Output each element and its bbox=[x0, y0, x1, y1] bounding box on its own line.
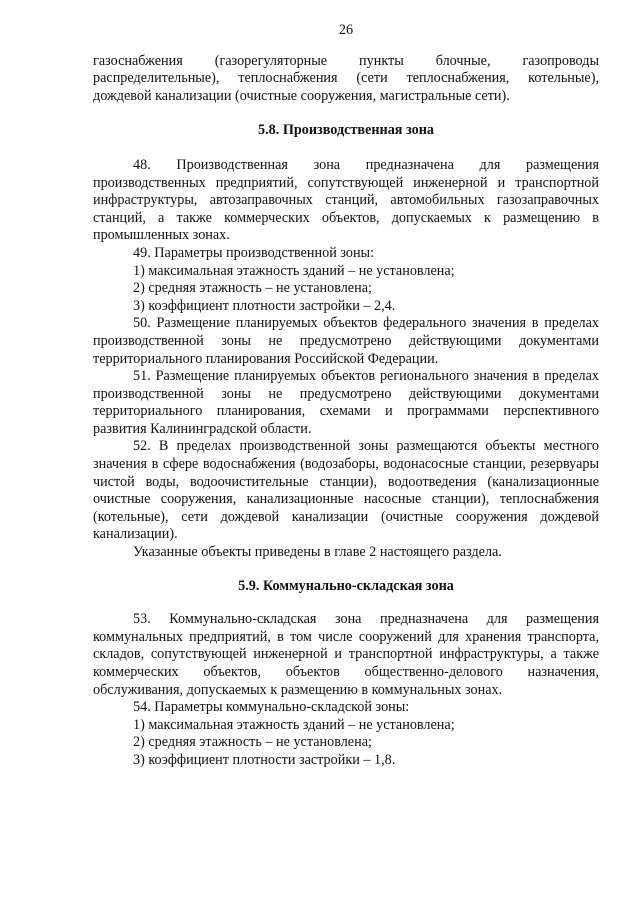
list-item: 3) коэффициент плотности застройки – 2,4. bbox=[133, 297, 396, 314]
paragraph-50: 50. Размещение планируемых объектов федерального значения в пределах производственной зоны не предусмотрено действующими документами территориального планирования Российской Федерации. bbox=[93, 315, 599, 367]
paragraph-54: 54. Параметры коммунально-складской зоны: bbox=[133, 699, 410, 716]
list-item: 1) максимальная этажность зданий – не установлена; bbox=[133, 262, 455, 279]
document-page bbox=[93, 22, 599, 770]
intro-paragraph: газоснабжения (газорегуляторные пункты блочные, газопроводы распределительные), теплоснабжения (сети теплоснабжения, котельные), дождевой канализации (очистные сооружения, магистральные сети). bbox=[93, 52, 599, 104]
list-item: 2) средняя этажность – не установлена; bbox=[133, 280, 372, 297]
list-item: 1) максимальная этажность зданий – не установлена; bbox=[133, 716, 455, 733]
list-item: 3) коэффициент плотности застройки – 1,8. bbox=[133, 751, 396, 768]
paragraph-51: 51. Размещение планируемых объектов регионального значения в пределах производственной зоны не предусмотрено действующими документами территориального планирования, схемами и программами перспективного развития Калининградской области. bbox=[93, 368, 599, 437]
note-paragraph: Указанные объекты приведены в главе 2 настоящего раздела. bbox=[133, 544, 502, 561]
paragraph-48: 48. Производственная зона предназначена для размещения производственных предприятий, сопутствующей инженерной и транспортной инфраструктуры, автозаправочных станций, автомобильных газозаправочных станций, а также коммерческих объектов, допускаемых к размещению в промышленных зонах. bbox=[93, 156, 599, 244]
paragraph-53: 53. Коммунально-складская зона предназначена для размещения коммунальных предприятий, в том числе сооружений для хранения транспорта, складов, сопутствующей инженерной и транспортной инфраструктуры, а также коммерческих объектов, объектов общественно-делового назначения, обслуживания, допускаемых к размещению в коммунальных зонах. bbox=[93, 611, 599, 698]
section-heading-5-8: 5.8. Производственная зона bbox=[257, 122, 435, 139]
section-heading-5-9: 5.9. Коммунально-складская зона bbox=[238, 577, 454, 594]
paragraph-52: 52. В пределах производственной зоны размещаются объекты местного значения в сфере водоснабжения (водозаборы, водонасосные станции, резервуары чистой воды, водоочистительные станции), водоотведения (канализационные очистные сооружения, канализационные насосные станции), теплоснабжения (котельные), сети дождевой канализации (очистные сооружения дождевой канализации). bbox=[93, 438, 599, 543]
paragraph-49: 49. Параметры производственной зоны: bbox=[133, 244, 375, 261]
list-item: 2) средняя этажность – не установлена; bbox=[133, 734, 372, 751]
page-number: 26 bbox=[338, 22, 354, 38]
